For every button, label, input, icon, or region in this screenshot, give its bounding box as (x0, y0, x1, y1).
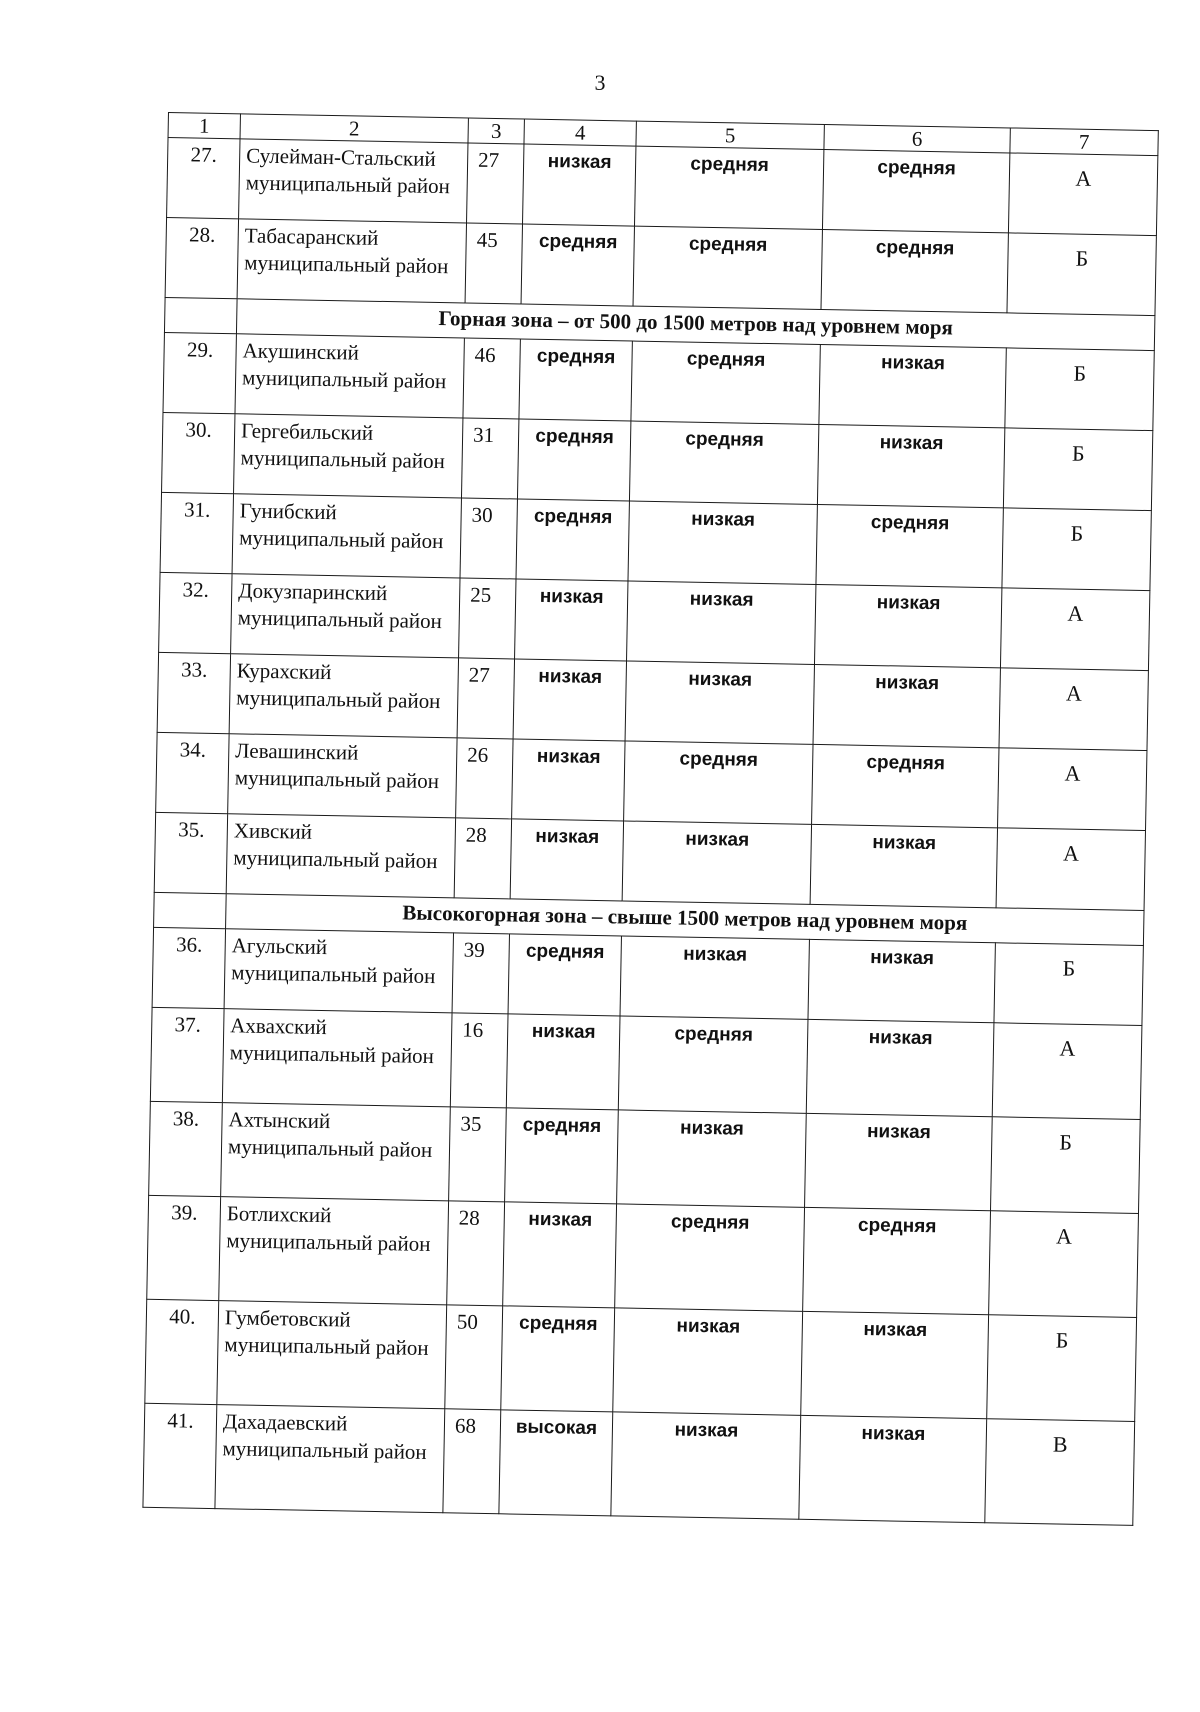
value-cell: 27 (457, 658, 514, 739)
rating-cell: низкая (810, 824, 997, 907)
value-cell: 30 (460, 498, 517, 579)
rating-cell: низкая (805, 1113, 993, 1210)
value-cell: 35 (449, 1107, 507, 1202)
column-header: 5 (636, 121, 824, 149)
category-cell: Б (987, 1315, 1137, 1422)
row-number-cell: 32. (159, 572, 232, 653)
table-row (145, 1299, 1137, 1421)
rating-cell: средняя (505, 1108, 619, 1204)
rating-cell: низкая (613, 1308, 803, 1415)
table-body (143, 138, 1158, 1526)
value-cell: 68 (443, 1409, 501, 1514)
district-name-cell: Курахский муниципальный район (229, 654, 458, 738)
value-cell: 46 (463, 338, 520, 419)
row-number-cell: 41. (143, 1403, 217, 1508)
rating-cell: средняя (803, 1207, 991, 1314)
rating-cell: низкая (506, 1014, 620, 1110)
rating-cell: низкая (814, 584, 1001, 667)
row-number-cell: 37. (150, 1007, 224, 1102)
rating-cell: низкая (617, 1110, 807, 1207)
category-cell: Б (991, 1117, 1141, 1214)
value-cell: 39 (452, 933, 509, 1014)
category-cell: А (1000, 588, 1149, 671)
row-number-cell: 35. (154, 812, 227, 893)
district-name-cell: Гергебильский муниципальный район (234, 414, 463, 498)
district-name-cell: Ахвахский муниципальный район (222, 1009, 452, 1107)
district-name-cell: Левашинский муниципальный район (228, 734, 457, 818)
rating-cell: средняя (822, 150, 1009, 233)
category-cell: Б (1007, 233, 1156, 316)
rating-cell: низкая (806, 1019, 994, 1116)
value-cell: 26 (456, 738, 513, 819)
district-name-cell: Гумбетовский муниципальный район (217, 1301, 447, 1409)
category-cell: Б (1003, 428, 1152, 511)
value-cell: 16 (450, 1013, 508, 1108)
table-row (150, 1007, 1142, 1119)
district-name-cell: Ахтынский муниципальный район (221, 1103, 451, 1201)
district-name-cell: Сулейман-Стальский муниципальный район (239, 139, 468, 223)
rating-cell: низкая (799, 1415, 987, 1522)
column-header: 4 (524, 119, 636, 146)
category-cell: Б (1002, 508, 1151, 591)
category-cell: А (992, 1023, 1142, 1120)
value-cell: 28 (447, 1201, 505, 1306)
column-header: 7 (1010, 128, 1158, 156)
district-name-cell: Гунибский муниципальный район (232, 494, 461, 578)
rating-cell: низкая (628, 501, 817, 584)
column-header: 6 (824, 125, 1010, 153)
rating-cell: средняя (516, 499, 629, 581)
rating-cell: средняя (631, 341, 820, 424)
district-name-cell: Докузпаринский муниципальный район (231, 574, 460, 658)
rating-cell: низкая (813, 664, 1000, 747)
value-cell: 45 (465, 223, 522, 304)
row-number-cell: 39. (147, 1195, 221, 1300)
district-name-cell: Ботлихский муниципальный район (219, 1197, 449, 1305)
rating-cell: средняя (633, 226, 822, 309)
table-row (149, 1101, 1141, 1213)
rating-cell: средняя (812, 744, 999, 827)
row-number-cell: 27. (167, 138, 240, 219)
rating-cell: средняя (615, 1204, 805, 1311)
rating-cell: низкая (819, 344, 1006, 427)
rating-cell: низкая (627, 581, 816, 664)
rating-cell: низкая (620, 936, 809, 1019)
rating-cell: средняя (519, 339, 632, 421)
row-number-cell: 31. (160, 492, 233, 573)
rating-cell: низкая (523, 144, 636, 226)
document-sheet (142, 112, 1157, 1526)
rating-cell: средняя (634, 146, 823, 229)
value-cell: 25 (459, 578, 516, 659)
page-number: 3 (594, 70, 606, 95)
value-cell: 28 (454, 818, 511, 899)
category-cell: Б (994, 943, 1143, 1026)
row-number-cell: 38. (149, 1101, 223, 1196)
rating-cell: низкая (515, 579, 628, 661)
category-cell: Б (1005, 348, 1154, 431)
row-number-cell: 30. (162, 412, 235, 493)
column-header: 2 (240, 114, 468, 143)
row-number-cell: 29. (163, 332, 236, 413)
column-header: 1 (168, 113, 240, 139)
row-number-cell: 28. (165, 217, 238, 298)
row-number-cell: 36. (152, 927, 225, 1008)
value-cell: 31 (461, 418, 518, 499)
rating-cell: низкая (510, 819, 623, 901)
rating-cell: низкая (513, 659, 626, 741)
rating-cell: средняя (521, 224, 634, 306)
rating-cell: средняя (624, 741, 813, 824)
category-cell: В (985, 1419, 1135, 1526)
rating-cell: средняя (816, 504, 1003, 587)
zone-blank-cell (154, 892, 227, 928)
category-cell: А (996, 828, 1145, 911)
district-name-cell: Дахадаевский муниципальный район (215, 1405, 445, 1513)
district-name-cell: Хивский муниципальный район (226, 814, 455, 898)
table-row (143, 1403, 1135, 1525)
rating-cell: низкая (512, 739, 625, 821)
rating-cell: средняя (618, 1016, 808, 1113)
rating-cell: средняя (501, 1306, 615, 1412)
district-name-cell: Акушинский муниципальный район (235, 334, 464, 418)
rating-cell: низкая (817, 424, 1004, 507)
rating-cell: средняя (517, 419, 630, 501)
value-cell: 27 (467, 143, 524, 224)
category-cell: А (1008, 153, 1157, 236)
rating-cell: низкая (625, 661, 814, 744)
district-name-cell: Табасаранский муниципальный район (237, 219, 466, 303)
category-cell: А (999, 668, 1148, 751)
column-header: 3 (468, 118, 524, 144)
district-name-cell: Агульский муниципальный район (224, 929, 453, 1013)
row-number-cell: 40. (145, 1299, 219, 1404)
rating-cell: низкая (611, 1412, 801, 1519)
value-cell: 50 (445, 1305, 503, 1410)
table-row (147, 1195, 1139, 1317)
category-cell: А (989, 1211, 1139, 1318)
rating-cell: низкая (622, 821, 811, 904)
rating-cell: средняя (508, 934, 621, 1016)
zone-blank-cell (164, 297, 237, 333)
zone-title: Горная зона – от 500 до 1500 метров над уровнем моря (236, 299, 1154, 351)
rating-cell: средняя (821, 230, 1008, 313)
rating-cell: средняя (629, 421, 818, 504)
zone-title: Высокогорная зона – свыше 1500 метров над уровнем моря (226, 894, 1144, 946)
rating-cell: высокая (499, 1410, 613, 1516)
row-number-cell: 34. (156, 732, 229, 813)
row-number-cell: 33. (157, 652, 230, 733)
rating-cell: низкая (808, 939, 995, 1022)
rating-cell: низкая (503, 1202, 617, 1308)
districts-table (142, 112, 1158, 1526)
category-cell: А (998, 748, 1147, 831)
rating-cell: низкая (801, 1311, 989, 1418)
